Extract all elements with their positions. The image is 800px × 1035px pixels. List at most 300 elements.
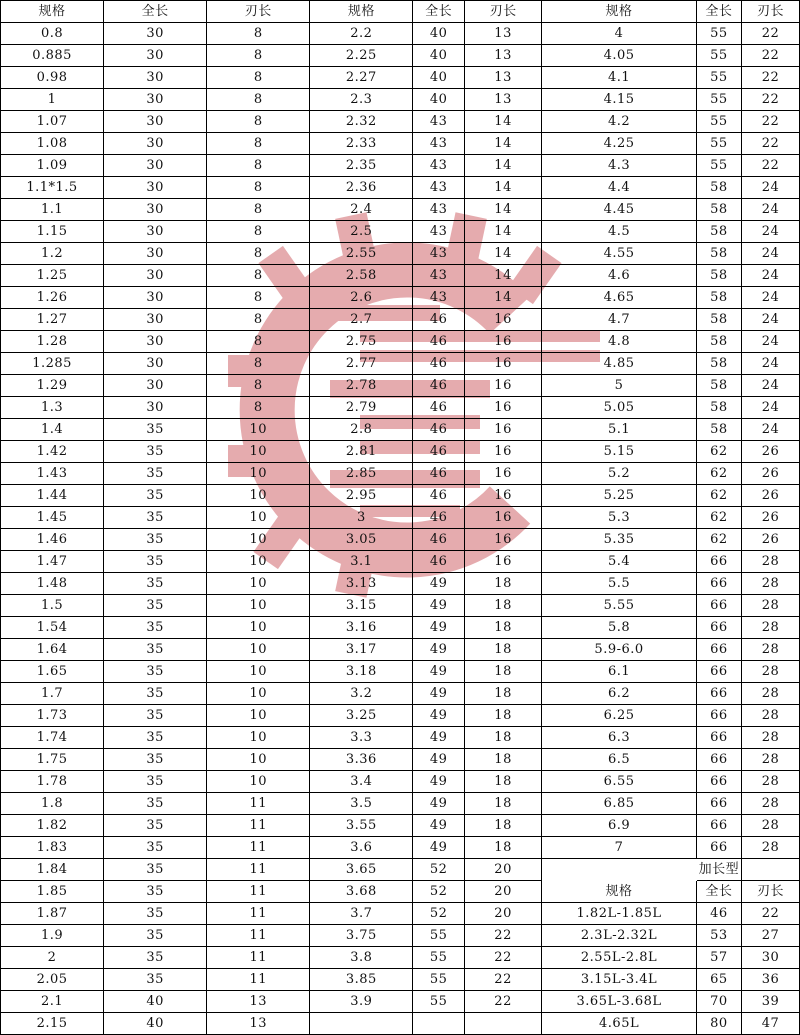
table-cell: 28 <box>741 793 799 815</box>
table-cell: 58 <box>696 177 741 199</box>
table-cell: 10 <box>207 595 310 617</box>
table-cell: 22 <box>464 947 541 969</box>
table-cell: 5 <box>542 375 697 397</box>
table-row <box>1 947 800 969</box>
table-cell: 49 <box>413 683 465 705</box>
table-cell: 14 <box>464 221 541 243</box>
table-cell: 1.47 <box>1 551 104 573</box>
table-cell: 3.3 <box>310 727 413 749</box>
table-cell: 28 <box>741 573 799 595</box>
table-row <box>1 287 800 309</box>
table-cell: 18 <box>464 573 541 595</box>
table-cell: 49 <box>413 793 465 815</box>
table-cell: 43 <box>413 155 465 177</box>
table-cell: 1.1*1.5 <box>1 177 104 199</box>
table-cell: 46 <box>413 551 465 573</box>
table-cell: 4.2 <box>542 111 697 133</box>
table-cell: 4.5 <box>542 221 697 243</box>
table-cell: 30 <box>104 353 207 375</box>
table-cell: 5.5 <box>542 573 697 595</box>
table-cell: 22 <box>464 991 541 1013</box>
table-cell: 4.15 <box>542 89 697 111</box>
table-row <box>1 111 800 133</box>
table-cell: 1.87 <box>1 903 104 925</box>
table-cell: 10 <box>207 683 310 705</box>
table-cell: 3.13 <box>310 573 413 595</box>
table-cell: 11 <box>207 837 310 859</box>
table-cell: 6.9 <box>542 815 697 837</box>
table-row <box>1 375 800 397</box>
table-cell: 47 <box>741 1013 799 1035</box>
table-cell: 35 <box>104 749 207 771</box>
table-row <box>1 991 800 1013</box>
table-cell: 22 <box>741 45 799 67</box>
table-cell: 2.3 <box>310 89 413 111</box>
table-cell: 35 <box>104 551 207 573</box>
table-cell: 2.85 <box>310 463 413 485</box>
table-cell: 30 <box>104 177 207 199</box>
table-cell: 24 <box>741 243 799 265</box>
table-cell: 1.84 <box>1 859 104 881</box>
table-row <box>1 837 800 859</box>
table-cell: 53 <box>696 925 741 947</box>
table-cell: 10 <box>207 617 310 639</box>
table-cell: 8 <box>207 67 310 89</box>
table-cell: 10 <box>207 661 310 683</box>
header-total-length: 全长 <box>104 1 207 23</box>
table-cell: 24 <box>741 199 799 221</box>
table-cell: 43 <box>413 111 465 133</box>
table-cell: 22 <box>741 903 799 925</box>
table-cell: 52 <box>413 903 465 925</box>
table-cell: 49 <box>413 749 465 771</box>
table-cell: 43 <box>413 199 465 221</box>
table-cell: 2.95 <box>310 485 413 507</box>
table-row <box>1 793 800 815</box>
table-row <box>1 353 800 375</box>
table-cell: 4.1 <box>542 67 697 89</box>
header-total-length: 全长 <box>696 1 741 23</box>
table-cell: 28 <box>741 705 799 727</box>
header-blade-length: 刃长 <box>464 1 541 23</box>
table-cell: 20 <box>464 859 541 881</box>
table-cell: 18 <box>464 771 541 793</box>
table-cell: 14 <box>464 133 541 155</box>
table-cell: 65 <box>696 969 741 991</box>
table-row <box>1 727 800 749</box>
table-row <box>1 419 800 441</box>
table-cell: 10 <box>207 727 310 749</box>
table-cell: 2.1 <box>1 991 104 1013</box>
table-cell: 18 <box>464 815 541 837</box>
table-cell: 8 <box>207 375 310 397</box>
table-cell: 4.7 <box>542 309 697 331</box>
table-cell: 10 <box>207 529 310 551</box>
table-cell: 11 <box>207 881 310 903</box>
table-cell: 3.65L-3.68L <box>542 991 697 1013</box>
table-cell: 46 <box>413 397 465 419</box>
table-row <box>1 969 800 991</box>
table-row <box>1 705 800 727</box>
table-cell: 4.05 <box>542 45 697 67</box>
table-cell: 43 <box>413 133 465 155</box>
table-cell: 28 <box>741 771 799 793</box>
table-cell: 10 <box>207 749 310 771</box>
table-cell: 2.55L-2.8L <box>542 947 697 969</box>
table-cell: 3.16 <box>310 617 413 639</box>
table-cell: 11 <box>207 925 310 947</box>
table-cell: 55 <box>696 67 741 89</box>
table-cell: 20 <box>464 903 541 925</box>
table-cell: 22 <box>464 969 541 991</box>
table-row <box>1 89 800 111</box>
header-blade-length: 刃长 <box>741 1 799 23</box>
table-cell: 49 <box>413 661 465 683</box>
table-cell: 4.25 <box>542 133 697 155</box>
table-cell: 22 <box>741 89 799 111</box>
table-cell: 35 <box>104 683 207 705</box>
table-cell: 35 <box>104 859 207 881</box>
header-spec: 规格 <box>542 881 697 903</box>
table-cell: 35 <box>104 727 207 749</box>
table-cell: 57 <box>696 947 741 969</box>
table-cell: 35 <box>104 507 207 529</box>
table-cell: 66 <box>696 815 741 837</box>
table-cell: 66 <box>696 837 741 859</box>
table-cell: 8 <box>207 111 310 133</box>
table-cell: 35 <box>104 485 207 507</box>
table-cell: 1.29 <box>1 375 104 397</box>
table-cell: 6.55 <box>542 771 697 793</box>
table-row <box>1 617 800 639</box>
table-cell: 6.25 <box>542 705 697 727</box>
table-cell: 30 <box>104 199 207 221</box>
table-cell: 24 <box>741 309 799 331</box>
table-cell: 28 <box>741 815 799 837</box>
table-row <box>1 573 800 595</box>
table-cell: 66 <box>696 727 741 749</box>
table-cell: 35 <box>104 441 207 463</box>
table-cell: 2.32 <box>310 111 413 133</box>
table-cell: 1.85 <box>1 881 104 903</box>
table-cell: 66 <box>696 551 741 573</box>
table-cell: 22 <box>741 67 799 89</box>
table-cell: 49 <box>413 705 465 727</box>
table-cell: 10 <box>207 705 310 727</box>
header-blade-length: 刃长 <box>207 1 310 23</box>
header-total-length: 全长 <box>696 881 741 903</box>
table-cell: 3.85 <box>310 969 413 991</box>
table-cell: 10 <box>207 507 310 529</box>
table-cell: 52 <box>413 859 465 881</box>
table-cell: 4.65 <box>542 287 697 309</box>
table-cell: 26 <box>741 441 799 463</box>
table-cell: 46 <box>696 903 741 925</box>
table-cell: 1.74 <box>1 727 104 749</box>
table-cell: 55 <box>413 991 465 1013</box>
table-cell: 4.8 <box>542 331 697 353</box>
table-cell: 55 <box>696 111 741 133</box>
table-cell: 24 <box>741 177 799 199</box>
table-cell: 2.27 <box>310 67 413 89</box>
table-cell: 58 <box>696 221 741 243</box>
table-cell: 3.55 <box>310 815 413 837</box>
table-cell: 16 <box>464 397 541 419</box>
table-cell: 49 <box>413 573 465 595</box>
table-cell: 62 <box>696 485 741 507</box>
table-cell: 1.82L-1.85L <box>542 903 697 925</box>
table-cell: 5.2 <box>542 463 697 485</box>
table-cell-empty <box>310 1013 413 1035</box>
table-cell: 49 <box>413 771 465 793</box>
table-cell: 22 <box>464 925 541 947</box>
table-cell-empty <box>413 1013 465 1035</box>
table-cell: 3.36 <box>310 749 413 771</box>
table-row <box>1 265 800 287</box>
table-cell: 13 <box>464 45 541 67</box>
table-cell: 22 <box>741 155 799 177</box>
table-cell: 58 <box>696 331 741 353</box>
table-cell: 5.15 <box>542 441 697 463</box>
table-row <box>1 881 800 903</box>
table-cell: 40 <box>413 89 465 111</box>
table-cell: 20 <box>464 881 541 903</box>
table-cell: 1.46 <box>1 529 104 551</box>
table-cell: 3.8 <box>310 947 413 969</box>
header-spec: 规格 <box>542 1 697 23</box>
table-cell: 14 <box>464 155 541 177</box>
table-cell: 30 <box>104 243 207 265</box>
table-cell: 5.1 <box>542 419 697 441</box>
table-cell: 43 <box>413 221 465 243</box>
table-row <box>1 771 800 793</box>
table-cell: 18 <box>464 639 541 661</box>
table-cell: 36 <box>741 969 799 991</box>
table-row <box>1 815 800 837</box>
table-cell: 4.65L <box>542 1013 697 1035</box>
table-cell: 1.09 <box>1 155 104 177</box>
table-cell: 35 <box>104 705 207 727</box>
table-cell: 1.83 <box>1 837 104 859</box>
table-cell: 13 <box>464 67 541 89</box>
table-cell: 4.6 <box>542 265 697 287</box>
table-cell: 3.5 <box>310 793 413 815</box>
table-cell: 11 <box>207 947 310 969</box>
table-cell: 1.9 <box>1 925 104 947</box>
table-cell: 6.3 <box>542 727 697 749</box>
table-cell: 2.5 <box>310 221 413 243</box>
table-cell: 66 <box>696 573 741 595</box>
table-cell: 66 <box>696 595 741 617</box>
table-cell: 1 <box>1 89 104 111</box>
table-cell: 46 <box>413 507 465 529</box>
table-cell: 16 <box>464 441 541 463</box>
table-cell: 30 <box>104 287 207 309</box>
table-cell: 4.55 <box>542 243 697 265</box>
table-cell: 28 <box>741 661 799 683</box>
table-cell: 11 <box>207 815 310 837</box>
table-cell: 24 <box>741 265 799 287</box>
table-cell: 1.54 <box>1 617 104 639</box>
table-cell: 18 <box>464 661 541 683</box>
table-row <box>1 441 800 463</box>
table-cell: 14 <box>464 287 541 309</box>
table-cell: 35 <box>104 903 207 925</box>
table-cell: 49 <box>413 617 465 639</box>
table-cell: 3.6 <box>310 837 413 859</box>
table-cell: 3.2 <box>310 683 413 705</box>
table-cell: 2.05 <box>1 969 104 991</box>
table-cell: 35 <box>104 881 207 903</box>
table-cell: 40 <box>413 45 465 67</box>
table-cell: 1.44 <box>1 485 104 507</box>
table-cell: 24 <box>741 287 799 309</box>
table-body <box>1 1 800 1035</box>
table-cell: 2.2 <box>310 23 413 45</box>
table-cell: 2.33 <box>310 133 413 155</box>
table-cell: 49 <box>413 815 465 837</box>
table-cell: 62 <box>696 463 741 485</box>
table-cell: 1.78 <box>1 771 104 793</box>
table-cell: 1.08 <box>1 133 104 155</box>
table-cell: 3.05 <box>310 529 413 551</box>
table-header-row <box>1 1 800 23</box>
table-cell: 49 <box>413 837 465 859</box>
table-cell: 2.3L-2.32L <box>542 925 697 947</box>
table-cell: 28 <box>741 727 799 749</box>
table-cell: 35 <box>104 661 207 683</box>
table-cell: 35 <box>104 639 207 661</box>
table-cell: 16 <box>464 419 541 441</box>
table-cell: 35 <box>104 947 207 969</box>
table-cell: 2.7 <box>310 309 413 331</box>
table-cell: 55 <box>696 155 741 177</box>
table-cell: 3.17 <box>310 639 413 661</box>
table-cell: 10 <box>207 639 310 661</box>
table-cell: 18 <box>464 837 541 859</box>
table-cell: 43 <box>413 243 465 265</box>
table-cell: 0.98 <box>1 67 104 89</box>
table-cell: 22 <box>741 23 799 45</box>
table-cell: 40 <box>413 23 465 45</box>
table-cell: 8 <box>207 331 310 353</box>
header-total-length: 全长 <box>413 1 465 23</box>
table-cell: 16 <box>464 551 541 573</box>
table-cell: 18 <box>464 683 541 705</box>
table-cell: 13 <box>207 1013 310 1035</box>
table-cell: 1.5 <box>1 595 104 617</box>
table-cell: 27 <box>741 925 799 947</box>
table-cell: 2.79 <box>310 397 413 419</box>
table-row <box>1 221 800 243</box>
table-cell: 5.8 <box>542 617 697 639</box>
table-cell: 35 <box>104 617 207 639</box>
table-cell: 30 <box>104 397 207 419</box>
table-cell: 11 <box>207 859 310 881</box>
table-cell: 46 <box>413 309 465 331</box>
table-row <box>1 463 800 485</box>
table-row <box>1 155 800 177</box>
table-cell: 52 <box>413 881 465 903</box>
table-cell: 3.68 <box>310 881 413 903</box>
table-cell: 3.15 <box>310 595 413 617</box>
table-cell: 16 <box>464 353 541 375</box>
table-cell: 28 <box>741 749 799 771</box>
table-cell: 30 <box>104 221 207 243</box>
table-cell: 46 <box>413 441 465 463</box>
table-cell: 14 <box>464 111 541 133</box>
table-row <box>1 925 800 947</box>
table-cell: 66 <box>696 705 741 727</box>
table-cell: 43 <box>413 177 465 199</box>
table-cell: 28 <box>741 551 799 573</box>
table-cell: 58 <box>696 243 741 265</box>
table-cell: 10 <box>207 485 310 507</box>
table-cell: 18 <box>464 749 541 771</box>
table-cell: 35 <box>104 815 207 837</box>
table-cell: 66 <box>696 639 741 661</box>
table-cell: 35 <box>104 419 207 441</box>
table-cell: 58 <box>696 397 741 419</box>
table-cell: 58 <box>696 309 741 331</box>
table-cell: 43 <box>413 287 465 309</box>
extended-type-label: 加长型 <box>696 859 741 881</box>
table-cell: 66 <box>696 683 741 705</box>
table-cell: 14 <box>464 265 541 287</box>
table-cell: 30 <box>104 45 207 67</box>
table-cell: 46 <box>413 529 465 551</box>
table-cell: 1.65 <box>1 661 104 683</box>
table-cell: 24 <box>741 397 799 419</box>
table-row <box>1 23 800 45</box>
table-cell: 24 <box>741 353 799 375</box>
table-cell: 30 <box>104 155 207 177</box>
table-cell: 55 <box>413 925 465 947</box>
table-cell: 66 <box>696 793 741 815</box>
table-cell: 35 <box>104 529 207 551</box>
table-cell: 13 <box>207 991 310 1013</box>
header-spec: 规格 <box>310 1 413 23</box>
table-cell-empty <box>464 1013 541 1035</box>
table-row <box>1 661 800 683</box>
table-cell: 14 <box>464 177 541 199</box>
table-cell: 24 <box>741 221 799 243</box>
table-cell: 16 <box>464 529 541 551</box>
table-cell: 4.4 <box>542 177 697 199</box>
table-cell: 16 <box>464 331 541 353</box>
table-cell: 4.3 <box>542 155 697 177</box>
table-cell: 5.4 <box>542 551 697 573</box>
table-cell: 13 <box>464 89 541 111</box>
table-cell: 8 <box>207 397 310 419</box>
table-row <box>1 199 800 221</box>
table-cell: 62 <box>696 441 741 463</box>
table-cell: 8 <box>207 309 310 331</box>
table-cell: 16 <box>464 375 541 397</box>
table-cell: 35 <box>104 771 207 793</box>
table-cell: 5.55 <box>542 595 697 617</box>
table-cell: 46 <box>413 485 465 507</box>
table-cell: 8 <box>207 155 310 177</box>
table-cell: 1.8 <box>1 793 104 815</box>
table-cell: 8 <box>207 287 310 309</box>
table-cell: 10 <box>207 551 310 573</box>
table-row <box>1 749 800 771</box>
table-cell: 3.4 <box>310 771 413 793</box>
table-cell: 62 <box>696 507 741 529</box>
header-blade-length: 刃长 <box>741 881 799 903</box>
table-cell: 2 <box>1 947 104 969</box>
